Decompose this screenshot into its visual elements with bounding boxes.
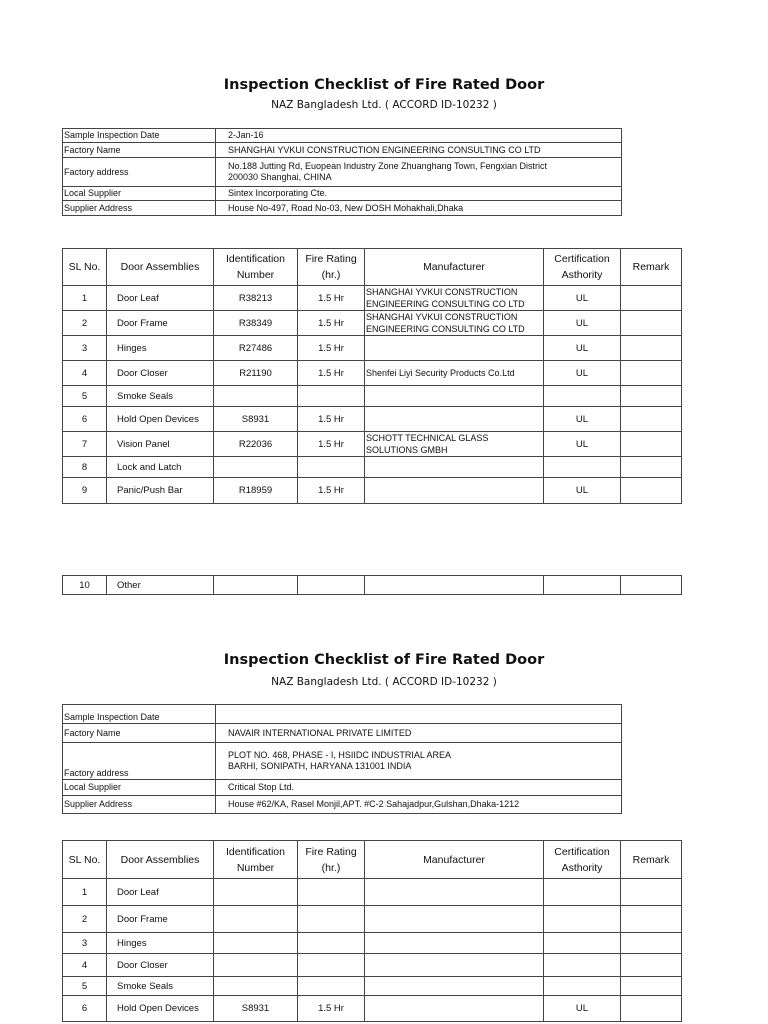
cell-remark: [621, 954, 682, 977]
cell-remark: [621, 432, 682, 457]
page-title: Inspection Checklist of Fire Rated Door: [223, 652, 545, 668]
info-label: Supplier Address: [63, 201, 216, 216]
cell-sl: 2: [63, 906, 107, 933]
table-row: [63, 407, 682, 432]
cell-manufacturer: [365, 386, 544, 407]
cell-cert: UL: [544, 407, 621, 432]
info-label: Factory address: [63, 158, 216, 187]
cell-id: [214, 906, 298, 933]
table-row: [63, 478, 682, 504]
cell-fire: [298, 457, 365, 478]
cell-fire: 1.5 Hr: [298, 286, 365, 311]
cell-manufacturer: [365, 336, 544, 361]
cell-id: S8931: [214, 407, 298, 432]
address-line: BARHI, SONIPATH, HARYANA 131001 INDIA: [228, 761, 412, 771]
info-value: Sintex Incorporating Cte.: [216, 187, 622, 201]
cell-cert: [544, 977, 621, 996]
info-value: House No-497, Road No-03, New DOSH Mohakhali,Dhaka: [216, 201, 622, 216]
cell-sl: 9: [63, 478, 107, 504]
manufacturer-line: SCHOTT TECHNICAL GLASS: [366, 433, 489, 443]
cell-remark: [621, 407, 682, 432]
page-title: Inspection Checklist of Fire Rated Door: [223, 77, 545, 93]
cell-assembly: Door Frame: [107, 311, 214, 336]
cell-id: [214, 933, 298, 954]
manufacturer-line: SOLUTIONS GMBH: [366, 445, 448, 455]
address-line: 200030 Shanghai, CHINA: [228, 172, 332, 182]
header-sl: SL No.: [63, 249, 107, 286]
cell-remark: [621, 977, 682, 996]
table-row: [63, 996, 682, 1022]
cell-sl: 3: [63, 933, 107, 954]
cell-remark: [621, 576, 682, 595]
table-row: [63, 933, 682, 954]
header-line: Asthority: [561, 269, 603, 281]
header-line: Certification: [554, 253, 610, 265]
cell-id: R21190: [214, 361, 298, 386]
cell-remark: [621, 933, 682, 954]
cell-sl: 7: [63, 432, 107, 457]
info-value: NAVAIR INTERNATIONAL PRIVATE LIMITED: [216, 724, 622, 743]
cell-fire: 1.5 Hr: [298, 478, 365, 504]
cell-fire: [298, 977, 365, 996]
door-assembly-table: [62, 840, 682, 1022]
cell-id: R18959: [214, 478, 298, 504]
header-remark: Remark: [621, 841, 682, 879]
cell-id: [214, 386, 298, 407]
cell-sl: 10: [63, 576, 107, 595]
cell-remark: [621, 906, 682, 933]
cell-remark: [621, 361, 682, 386]
cell-remark: [621, 457, 682, 478]
cell-manufacturer: [365, 906, 544, 933]
cell-manufacturer: [365, 286, 544, 311]
manufacturer-line: SHANGHAI YVKUI CONSTRUCTION: [366, 287, 518, 297]
cell-id: S8931: [214, 996, 298, 1022]
cell-sl: 5: [63, 977, 107, 996]
cell-assembly: Door Leaf: [107, 286, 214, 311]
cell-fire: 1.5 Hr: [298, 432, 365, 457]
cell-remark: [621, 386, 682, 407]
header-identification: [214, 249, 298, 286]
cell-cert: UL: [544, 361, 621, 386]
cell-fire: [298, 933, 365, 954]
cell-cert: UL: [544, 432, 621, 457]
cell-id: R38213: [214, 286, 298, 311]
cell-manufacturer: [365, 977, 544, 996]
header-fire-rating: [298, 249, 365, 286]
info-label: Sample Inspection Date: [63, 705, 216, 724]
table-row: [63, 954, 682, 977]
cell-fire: [298, 906, 365, 933]
cell-remark: [621, 286, 682, 311]
cell-assembly: Door Closer: [107, 954, 214, 977]
header-manufacturer: Manufacturer: [365, 841, 544, 879]
cell-manufacturer: [365, 576, 544, 595]
cell-fire: [298, 576, 365, 595]
table-row: [63, 576, 682, 595]
page-subtitle: NAZ Bangladesh Ltd. ( ACCORD ID-10232 ): [271, 99, 497, 111]
info-label: Local Supplier: [63, 187, 216, 201]
cell-cert: [544, 933, 621, 954]
cell-cert: UL: [544, 311, 621, 336]
header-identification: [214, 841, 298, 879]
cell-assembly: Vision Panel: [107, 432, 214, 457]
cell-cert: [544, 879, 621, 906]
cell-sl: 6: [63, 996, 107, 1022]
cell-fire: 1.5 Hr: [298, 336, 365, 361]
cell-manufacturer: [365, 311, 544, 336]
cell-assembly: Hinges: [107, 336, 214, 361]
manufacturer-line: SHANGHAI YVKUI CONSTRUCTION: [366, 312, 518, 322]
header-line: Identification: [226, 253, 285, 265]
header-line: Fire Rating: [305, 845, 357, 858]
cell-assembly: Lock and Latch: [107, 457, 214, 478]
cell-fire: 1.5 Hr: [298, 361, 365, 386]
info-value: 2-Jan-16: [216, 129, 622, 143]
door-assembly-table-extra: [62, 575, 682, 595]
cell-cert: UL: [544, 336, 621, 361]
info-value: [216, 705, 622, 724]
table-row: [63, 311, 682, 336]
cell-manufacturer: [365, 879, 544, 906]
cell-fire: 1.5 Hr: [298, 311, 365, 336]
header-remark: Remark: [621, 249, 682, 286]
cell-assembly: Hold Open Devices: [107, 407, 214, 432]
info-label: Factory address: [63, 743, 216, 780]
cell-sl: 4: [63, 954, 107, 977]
cell-sl: 2: [63, 311, 107, 336]
cell-assembly: Door Leaf: [107, 879, 214, 906]
info-label: Supplier Address: [63, 796, 216, 814]
address-line: PLOT NO. 468, PHASE - I, HSIIDC INDUSTRIAL AREA: [228, 750, 452, 760]
cell-remark: [621, 879, 682, 906]
cell-fire: [298, 954, 365, 977]
cell-assembly: Smoke Seals: [107, 977, 214, 996]
cell-cert: [544, 576, 621, 595]
factory-info-table: [62, 704, 622, 814]
cell-manufacturer: Shenfei Liyi Security Products Co.Ltd: [365, 361, 544, 386]
cell-fire: [298, 879, 365, 906]
cell-assembly: Smoke Seals: [107, 386, 214, 407]
cell-manufacturer: [365, 954, 544, 977]
info-label: Factory Name: [63, 143, 216, 158]
cell-id: [214, 954, 298, 977]
header-line: (hr.): [321, 861, 341, 874]
info-label: Sample Inspection Date: [63, 129, 216, 143]
cell-manufacturer: [365, 933, 544, 954]
info-value: SHANGHAI YVKUI CONSTRUCTION ENGINEERING CONSULTING CO LTD: [216, 143, 622, 158]
cell-id: [214, 879, 298, 906]
door-assembly-table: [62, 248, 682, 504]
table-row: [63, 386, 682, 407]
cell-fire: [298, 386, 365, 407]
header-line: Fire Rating: [305, 253, 357, 265]
cell-cert: [544, 457, 621, 478]
header-assembly: Door Assemblies: [107, 841, 214, 879]
cell-id: [214, 576, 298, 595]
cell-cert: UL: [544, 996, 621, 1022]
address-line: No.188 Jutting Rd, Euopean Industry Zone Zhuanghang Town, Fengxian District: [228, 161, 548, 171]
header-certification: [544, 841, 621, 879]
cell-id: [214, 457, 298, 478]
cell-assembly: Door Frame: [107, 906, 214, 933]
cell-assembly: Hold Open Devices: [107, 996, 214, 1022]
cell-sl: 8: [63, 457, 107, 478]
header-line: (hr.): [321, 269, 341, 281]
header-assembly: Door Assemblies: [107, 249, 214, 286]
cell-cert: UL: [544, 286, 621, 311]
cell-remark: [621, 311, 682, 336]
table-row: [63, 977, 682, 996]
cell-fire: 1.5 Hr: [298, 407, 365, 432]
table-row: [63, 432, 682, 457]
cell-manufacturer: [365, 996, 544, 1022]
header-line: Number: [236, 269, 275, 281]
cell-sl: 1: [63, 286, 107, 311]
cell-id: [214, 977, 298, 996]
header-line: Asthority: [561, 861, 603, 874]
cell-sl: 1: [63, 879, 107, 906]
cell-sl: 4: [63, 361, 107, 386]
cell-manufacturer: [365, 407, 544, 432]
info-value: [216, 158, 622, 187]
header-manufacturer: Manufacturer: [365, 249, 544, 286]
page-subtitle: NAZ Bangladesh Ltd. ( ACCORD ID-10232 ): [271, 676, 497, 688]
info-label: Local Supplier: [63, 780, 216, 796]
header-fire-rating: [298, 841, 365, 879]
header-sl: SL No.: [63, 841, 107, 879]
cell-id: R38349: [214, 311, 298, 336]
cell-sl: 6: [63, 407, 107, 432]
factory-info-table: [62, 128, 622, 216]
cell-cert: UL: [544, 478, 621, 504]
header-certification: [544, 249, 621, 286]
info-value: [216, 743, 622, 780]
header-line: Number: [236, 861, 275, 874]
cell-assembly: Other: [107, 576, 214, 595]
cell-remark: [621, 996, 682, 1022]
header-line: Certification: [554, 845, 610, 858]
table-row: [63, 457, 682, 478]
table-row: [63, 336, 682, 361]
info-label: Factory Name: [63, 724, 216, 743]
table-row: [63, 361, 682, 386]
table-row: [63, 879, 682, 906]
cell-manufacturer: [365, 478, 544, 504]
table-row: [63, 906, 682, 933]
cell-sl: 3: [63, 336, 107, 361]
info-value: Critical Stop Ltd.: [216, 780, 622, 796]
cell-id: R22036: [214, 432, 298, 457]
info-value: House #62/KA, Rasel Monjil,APT. #C-2 Sahajadpur,Gulshan,Dhaka-1212: [216, 796, 622, 814]
cell-fire: 1.5 Hr: [298, 996, 365, 1022]
table-row: [63, 286, 682, 311]
cell-remark: [621, 478, 682, 504]
cell-remark: [621, 336, 682, 361]
cell-assembly: Panic/Push Bar: [107, 478, 214, 504]
cell-sl: 5: [63, 386, 107, 407]
cell-id: R27486: [214, 336, 298, 361]
cell-manufacturer: [365, 457, 544, 478]
manufacturer-line: ENGINEERING CONSULTING CO LTD: [366, 299, 525, 309]
cell-cert: [544, 386, 621, 407]
cell-manufacturer: [365, 432, 544, 457]
cell-assembly: Door Closer: [107, 361, 214, 386]
cell-cert: [544, 906, 621, 933]
header-line: Identification: [226, 845, 285, 858]
cell-assembly: Hinges: [107, 933, 214, 954]
cell-cert: [544, 954, 621, 977]
manufacturer-line: ENGINEERING CONSULTING CO LTD: [366, 324, 525, 334]
